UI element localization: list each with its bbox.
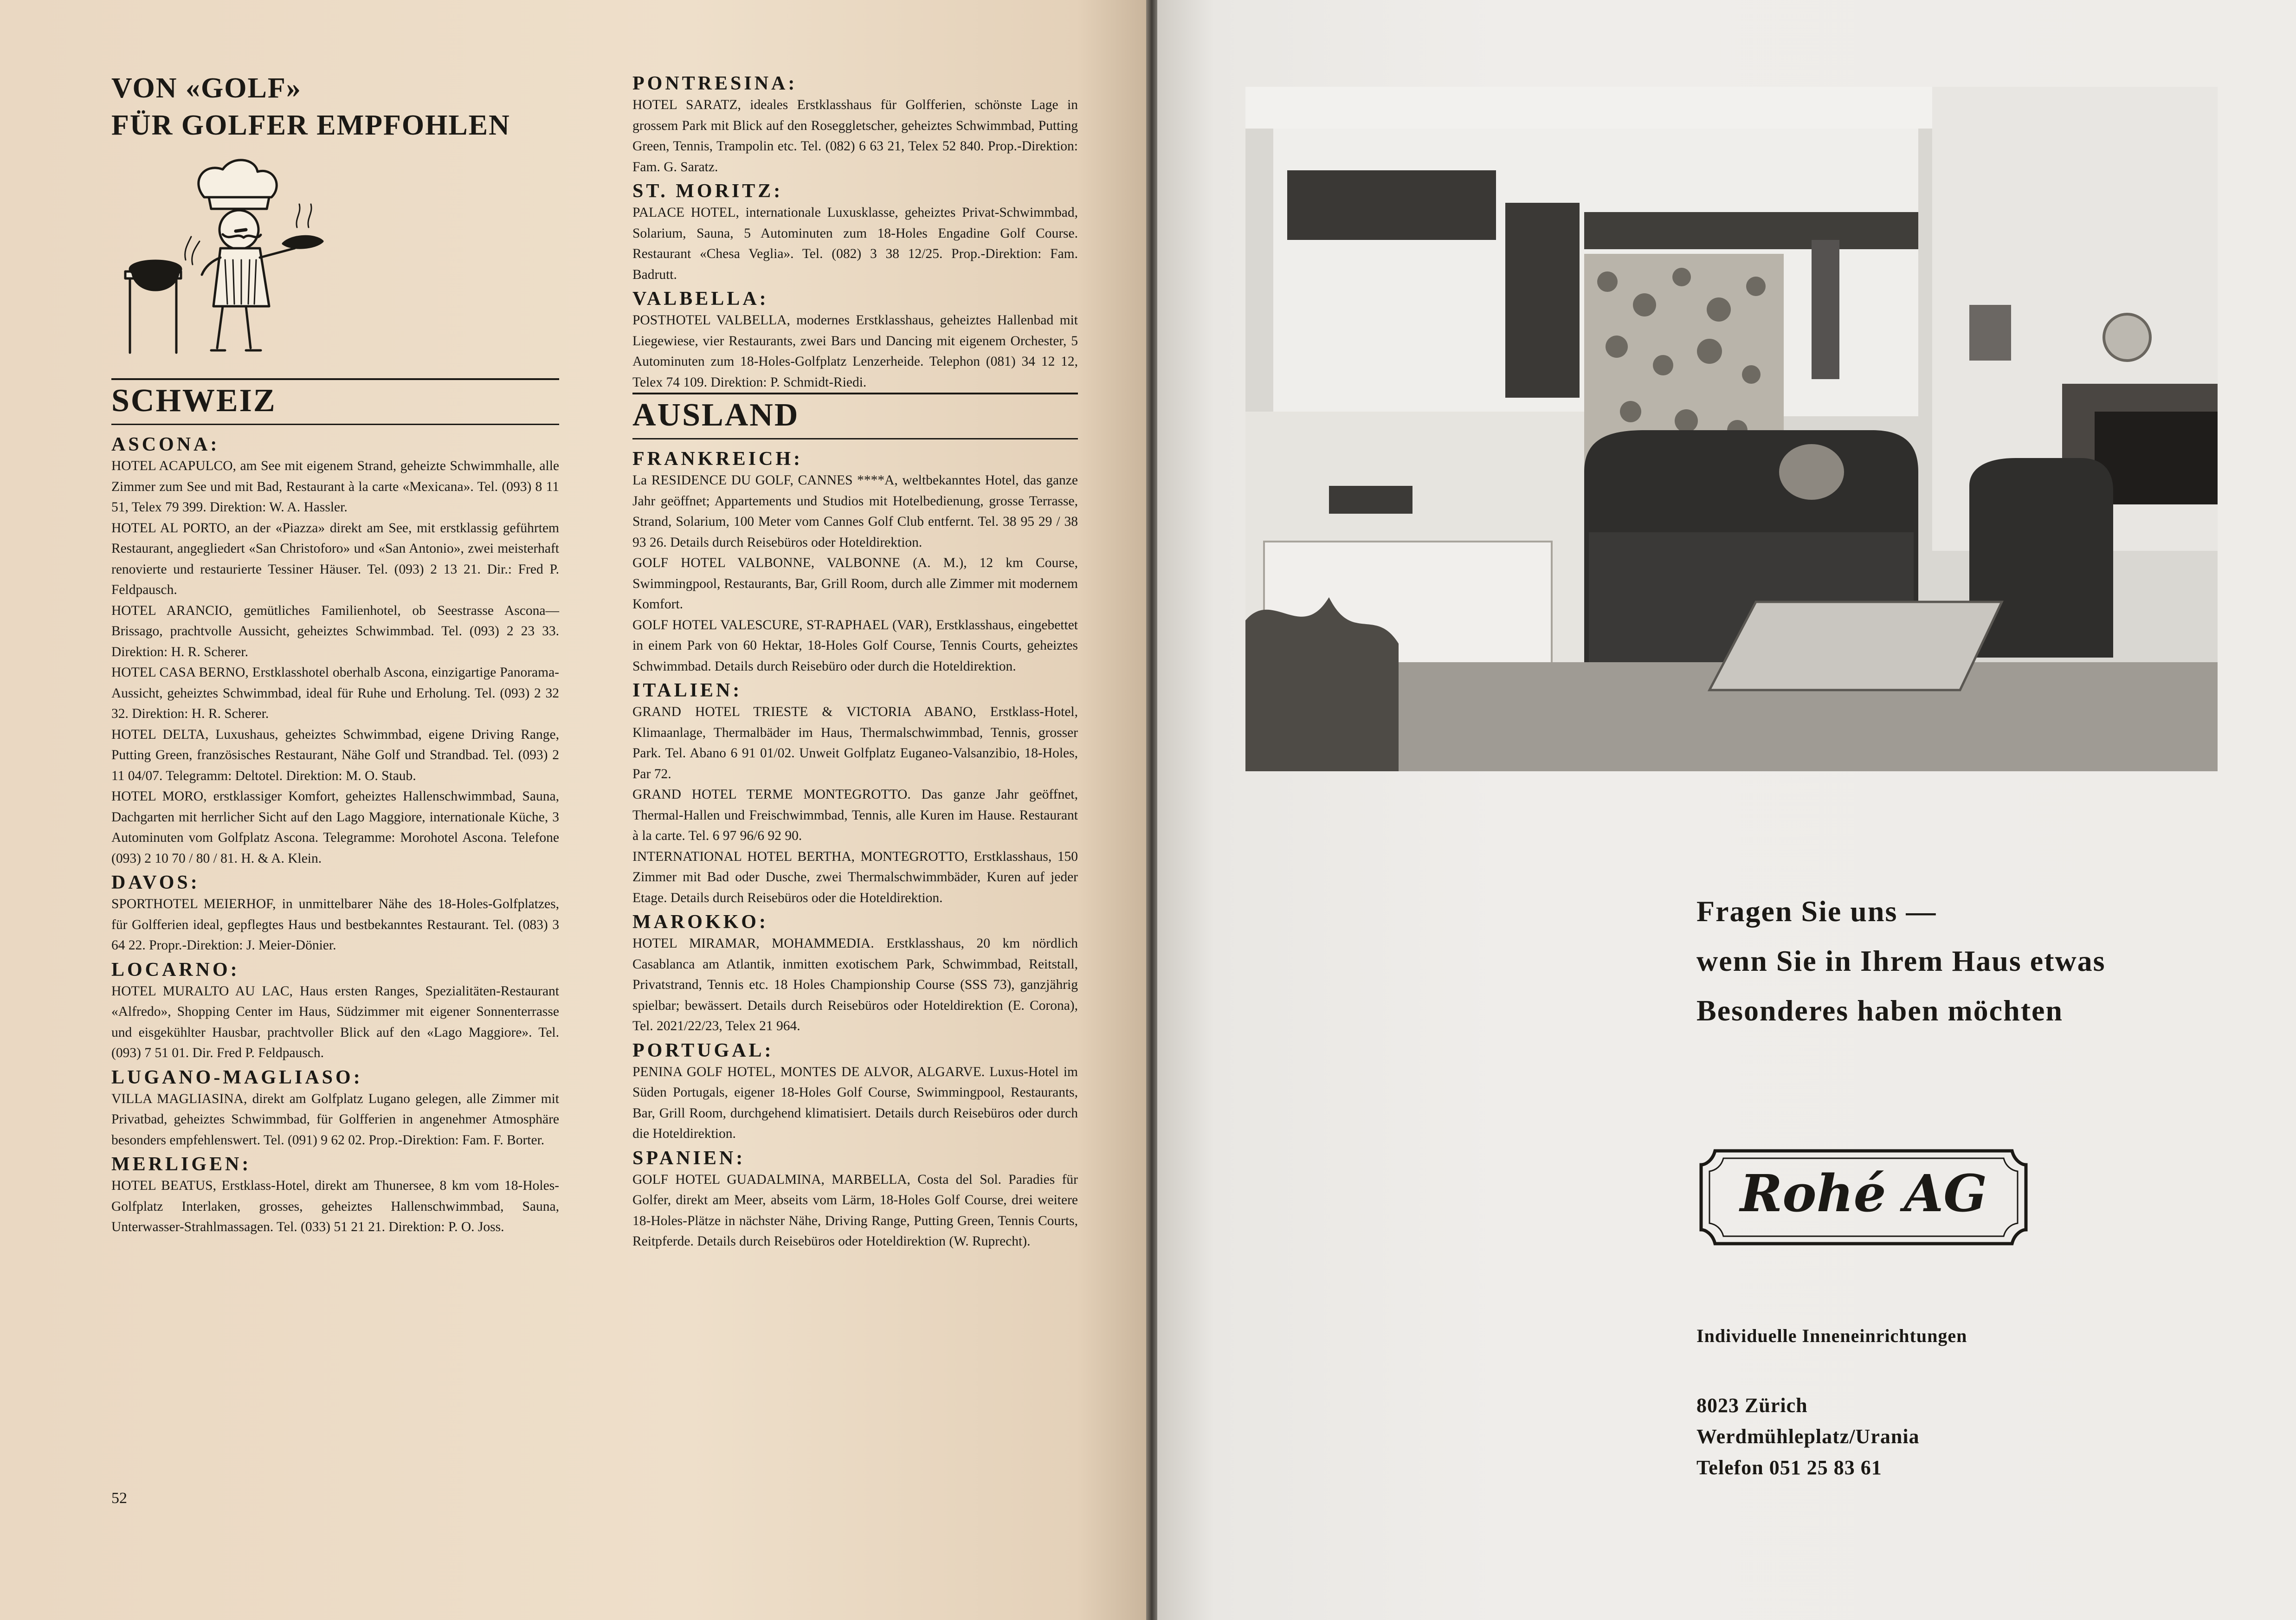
ad-headline-line-3: Besonderes haben möchten — [1696, 994, 2063, 1027]
hotel-entry: La RESIDENCE DU GOLF, CANNES ****A, weltbekanntes Hotel, das ganze Jahr geöffnet; Appartements und Studios mit Hotelbedienung, grosse Terrasse, Strand, Solarium, 100 Meter vom Cannes Golf Club entfernt. Tel. 38 95 29 / 38 93 26. Details durch Reisebüros oder Hoteldirektion. — [632, 473, 1078, 550]
hotel-entry: GOLF HOTEL VALESCURE, ST-RAPHAEL (VAR), Erstklasshaus, eingebettet in einem Park von 60 Hektar, 18-Holes Golf Course, Tennis Courts, geheiztes Schwimmbad. Details durch Reisebüro oder durch die Hoteldirektion. — [632, 617, 1078, 674]
city-heading: SPANIEN: — [632, 1147, 746, 1169]
city-heading: FRANKREICH: — [632, 448, 803, 470]
city-heading: VALBELLA: — [632, 288, 769, 310]
hotel-entry: HOTEL ARANCIO, gemütliches Familienhotel, ob Seestrasse Ascona—Brissago, prachtvolle Aussicht, geheiztes Schwimmbad. Tel. (093) 2 23 33. Direktion: H. R. Scherer. — [111, 603, 559, 659]
ad-headline — [1696, 886, 2207, 1035]
city-heading: ASCONA: — [111, 434, 220, 455]
living-room-photo — [1245, 87, 2218, 771]
hotel-entry: POSTHOTEL VALBELLA, modernes Erstklasshaus, geheiztes Hallenbad mit Liegewiese, vier Restaurants, zwei Bars und Dancing mit eigenem Orchester, 5 Autominuten zum 18-Holes-Golfplatz Lenzerheide. Telephon (081) 34 12 12, Telex 74 109. Direktion: P. Schmidt-Riedi. — [632, 313, 1078, 390]
hotel-entry: HOTEL BEATUS, Erstklass-Hotel, direkt am Thunersee, 8 km vom 18-Holes-Golfplatz Interlaken, grosses, geheiztes Hallenschwimmbad, Sauna, Unterwasser-Strahlmassagen. Tel. (033) 51 21 21. Direktion: P. O. Joss. — [111, 1178, 559, 1234]
hotel-entry: HOTEL AL PORTO, an der «Piazza» direkt am See, mit erstklassig geführtem Restaurant, angegliedert «San Christoforo» und «San Antonio», zwei meisterhaft renovierte und restaurierte Tessiner Häuser. Tel. (093) 2 13 21. Dir.: Fred P. Feldpausch. — [111, 520, 559, 597]
schweiz-listings — [111, 378, 559, 1238]
city-heading: ITALIEN: — [632, 680, 742, 701]
city-heading: ST. MORITZ: — [632, 181, 783, 202]
hotel-entry: HOTEL SARATZ, ideales Erstklasshaus für Golfferien, schönste Lage in grossem Park mit Blick auf den Roseggletscher, geheiztes Schwimmbad, Putting Green, Tennis, Trampolin etc. Tel. (082) 6 63 21, Telex 52 840. Prop.-Direktion: Fam. G. Saratz. — [632, 97, 1078, 174]
hotel-entry: VILLA MAGLIASINA, direkt am Golfplatz Lugano gelegen, alle Zimmer mit Privatbad, geheiztes Schwimmbad, für Golfferien in angenehmer Atmosphäre besonders empfehlenswert. Tel. (091) 9 62 02. Prop.-Direktion: Fam. F. Borter. — [111, 1091, 559, 1148]
section-rule — [111, 424, 559, 425]
city-heading: MERLIGEN: — [111, 1154, 252, 1175]
city-heading: PONTRESINA: — [632, 73, 798, 94]
company-logo — [1696, 1142, 2031, 1253]
hotel-entry: HOTEL MURALTO AU LAC, Haus ersten Ranges, Spezialitäten-Restaurant «Alfredo», Shopping Center im Haus, Südzimmer mit eigener Sonnenterrasse und eisgekühlter Hausbar, prachtvoller Blick auf den «Lago Maggiore». Tel. (093) 7 51 01. Dir. Fred P. Feldpausch. — [111, 983, 559, 1060]
hotel-entry: HOTEL CASA BERNO, Erstklasshotel oberhalb Ascona, einzigartige Panorama-Aussicht, geheiztes Schwimmbad, ideal für Ruhe und Erholung. Tel. (093) 2 32 32. Direktion: H. R. Scherer. — [111, 665, 559, 721]
city-heading: DAVOS: — [111, 872, 200, 893]
hotel-entry: SPORTHOTEL MEIERHOF, in unmittelbarer Nähe des 18-Holes-Golfplatzes, für Golfferien ideal, gepflegtes Haus und bestbekanntes Restaurant. Tel. (083) 3 64 22. Propr.-Direktion: J. Meier-Dönier. — [111, 897, 559, 953]
left-page — [0, 0, 1146, 1620]
middle-column — [632, 70, 1078, 1252]
masthead-line-1: VON «GOLF» — [111, 72, 302, 104]
logo-lettering: Rohé AG — [1740, 1163, 1987, 1223]
hotel-entry: GOLF HOTEL GUADALMINA, MARBELLA, Costa del Sol. Paradies für Golfer, direkt am Meer, abseits vom Lärm, 18-Holes Golf Course, drei weitere 18-Holes-Plätze in nächster Nähe, Driving Range, Putting Green, Tennis Courts, Reitpferde. Details durch Reisebüros oder Hoteldirektion (W. Ruprecht). — [632, 1172, 1078, 1249]
country-heading: SCHWEIZ — [111, 383, 277, 419]
hotel-entry: PENINA GOLF HOTEL, MONTES DE ALVOR, ALGARVE. Luxus-Hotel im Süden Portugals, eigener 18-Holes Golf Course, Swimmingpool, Restaurants, Bar, Grill Room, durchgehend klimatisiert. Details durch Reisebüros oder durch die Hoteldirektion. — [632, 1064, 1078, 1141]
city-heading: LUGANO-MAGLIASO: — [111, 1066, 363, 1088]
hotel-entry: HOTEL ACAPULCO, am See mit eigenem Strand, geheizte Schwimmhalle, alle Zimmer zum See und mit Bad, Restaurant à la carte «Mexicana». Tel. (093) 8 11 51, Telex 79 399. Direktion: W. A. Hassler. — [111, 458, 559, 515]
right-page — [1157, 0, 2296, 1620]
hotel-entry: GRAND HOTEL TERME MONTEGROTTO. Das ganze Jahr geöffnet, Thermal-Hallen und Freischwimmbad, Tennis, alle Kuren im Hause. Restaurant à la carte. Tel. 6 97 96/6 92 90. — [632, 787, 1078, 843]
hotel-entry: GRAND HOTEL TRIESTE & VICTORIA ABANO, Erstklass-Hotel, Klimaanlage, Thermalbäder im Haus, Thermalschwimmbad, Tennis, grosser Park. Tel. Abano 6 91 01/02. Unweit Golfplatz Euganeo-Valsanzibio, 18-Holes, Par 72. — [632, 704, 1078, 781]
hotel-entry: HOTEL MIRAMAR, MOHAMMEDIA. Erstklasshaus, 20 km nördlich Casablanca am Atlantik, inmitten exotischem Park, Schwimmbad, Reitstall, Privatstrand, Tennis etc. 18 Holes Championship Course (SSS 73), ganzjährig spielbar; bewässert. Details durch Reisebüros oder Hoteldirektion (E. Corona), Tel. 2021/22/23, Telex 21 964. — [632, 936, 1078, 1033]
section-rule — [632, 438, 1078, 439]
book-gutter — [1146, 0, 1157, 1620]
city-heading: MAROKKO: — [632, 911, 768, 933]
hotel-entry: HOTEL MORO, erstklassiger Komfort, geheiztes Hallenschwimmbad, Sauna, Dachgarten mit herrlicher Sicht auf den Lago Maggiore, internationale Küche, 3 Autominuten vom Golfplatz Ascona. Telegramme: Morohotel Ascona. Telefone (093) 2 10 70 / 80 / 81. H. & A. Klein. — [111, 789, 559, 866]
hotel-entry: GOLF HOTEL VALBONNE, VALBONNE (A. M.), 12 km Course, Swimmingpool, Restaurants, Bar, Grill Room, durch alle Zimmer mit modernem Komfort. — [632, 555, 1078, 612]
ad-subtitle: Individuelle Inneneinrichtungen — [1696, 1325, 1967, 1346]
ad-headline-line-1: Fragen Sie uns — — [1696, 895, 1937, 928]
hotel-entry: HOTEL DELTA, Luxushaus, geheiztes Schwimmbad, eigene Driving Range, Putting Green, französisches Restaurant, Nähe Golf und Strandbad. Tel. (093) 2 11 04/07. Telegramm: Deltotel. Direktion: M. O. Staub. — [111, 727, 559, 783]
address-line-2: Werdmühleplatz/Urania — [1696, 1425, 1920, 1448]
chef-cartoon-icon — [111, 153, 353, 362]
hotel-entry: PALACE HOTEL, internationale Luxusklasse, geheiztes Privat-Schwimmbad, Solarium, Sauna, 5 Autominuten zum 18-Holes Engadine Golf Course. Restaurant «Chesa Veglia». Tel. (082) 3 38 12/25. Prop.-Direktion: Fam. Badrutt. — [632, 205, 1078, 282]
ausland-listings — [632, 72, 1078, 1252]
left-column — [111, 70, 559, 1238]
masthead-line-2: FÜR GOLFER EMPFOHLEN — [111, 110, 510, 141]
hotel-entry: INTERNATIONAL HOTEL BERTHA, MONTEGROTTO, Erstklasshaus, 150 Zimmer mit Bad oder Dusche, zwei Thermalschwimmbäder, Kuren auf jeder Etage. Details durch Reisebüros oder die Hoteldirektion. — [632, 849, 1078, 905]
masthead — [111, 70, 559, 144]
ad-address — [1696, 1390, 1920, 1483]
page-number: 52 — [111, 1490, 127, 1507]
city-heading: PORTUGAL: — [632, 1039, 774, 1061]
city-heading: LOCARNO: — [111, 959, 240, 981]
ad-headline-line-2: wenn Sie in Ihrem Haus etwas — [1696, 944, 2106, 977]
address-line-3: Telefon 051 25 83 61 — [1696, 1456, 1882, 1479]
country-heading: AUSLAND — [632, 397, 800, 433]
address-line-1: 8023 Zürich — [1696, 1394, 1808, 1417]
